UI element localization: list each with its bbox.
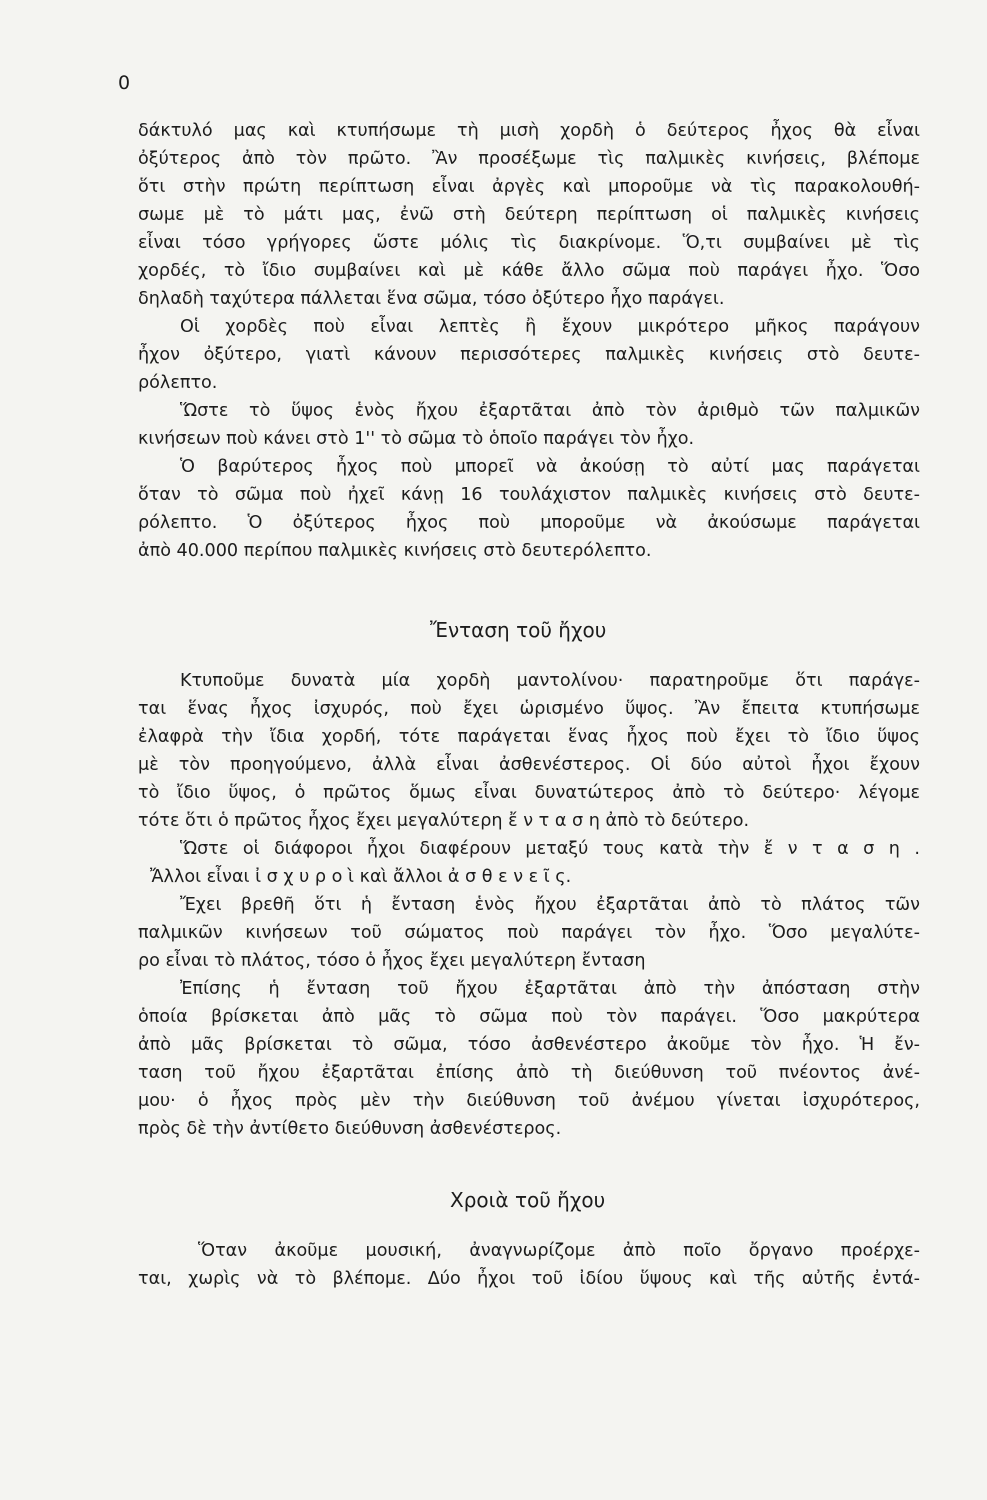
text-line: Ὁ βαρύτερος ἦχος ποὺ μπορεῖ νὰ ἀκούσῃ τὸ αὐτί μας παράγεται: [180, 457, 920, 477]
text-line: Ἄλλοι εἶναι ἰ σ χ υ ρ ο ὶ καὶ ἄλλοι ἀ σ θ ε ν ε ῖ ς.: [150, 867, 572, 887]
text-line: ται, χωρὶς νὰ τὸ βλέπομε. Δύο ἦχοι τοῦ ἰδίου ὕψους καὶ τῆς αὐτῆς ἐντά-: [138, 1269, 920, 1289]
section-heading-intensity: Ἔνταση τοῦ ἤχου: [430, 618, 607, 642]
text-line: Ἐπίσης ἡ ἔνταση τοῦ ἤχου ἐξαρτᾶται ἀπὸ τὴν ἀπόσταση στὴν: [180, 979, 920, 999]
text-line: Ὥστε οἱ διάφοροι ἦχοι διαφέρουν μεταξύ τους κατὰ τὴν ἔ ν τ α σ η .: [180, 839, 920, 859]
text-line: Οἱ χορδὲς ποὺ εἶναι λεπτὲς ἢ ἔχουν μικρότερο μῆκος παράγουν: [180, 317, 920, 337]
text-line: πρὸς δὲ τὴν ἀντίθετο διεύθυνση ἀσθενέστερος.: [138, 1119, 562, 1139]
text-line: ὅτι στὴν πρώτη περίπτωση εἶναι ἀργὲς καὶ μποροῦμε νὰ τὶς παρακολουθή-: [138, 177, 920, 197]
text-line: ὅταν τὸ σῶμα ποὺ ἠχεῖ κάνῃ 16 τουλάχιστον παλμικὲς κινήσεις στὸ δευτε-: [138, 485, 920, 505]
text-line: δάκτυλό μας καὶ κτυπήσωμε τὴ μισὴ χορδὴ ὁ δεύτερος ἦχος θὰ εἶναι: [138, 121, 920, 141]
text-line: χορδές, τὸ ἴδιο συμβαίνει καὶ μὲ κάθε ἄλλο σῶμα ποὺ παράγει ἦχο. Ὅσο: [138, 261, 920, 281]
text-line: ὀξύτερος ἀπὸ τὸν πρῶτο. Ἂν προσέξωμε τὶς παλμικὲς κινήσεις, βλέπομε: [138, 149, 920, 169]
text-line: τότε ὅτι ὁ πρῶτος ἦχος ἔχει μεγαλύτερη ἔ ν τ α σ η ἀπὸ τὸ δεύτερο.: [138, 811, 750, 831]
page-number: 0: [118, 72, 131, 94]
text-line: ὁποία βρίσκεται ἀπὸ μᾶς τὸ σῶμα ποὺ τὸν παράγει. Ὅσο μακρύτερα: [138, 1007, 920, 1027]
text-line: Ὥστε τὸ ὕψος ἑνὸς ἤχου ἐξαρτᾶται ἀπὸ τὸν ἀριθμὸ τῶν παλμικῶν: [180, 401, 920, 421]
section-heading-timbre: Χροιὰ τοῦ ἤχου: [450, 1188, 606, 1212]
text-line: Ἔχει βρεθῆ ὅτι ἡ ἔνταση ἑνὸς ἤχου ἐξαρτᾶται ἀπὸ τὸ πλάτος τῶν: [180, 895, 920, 915]
text-line: ἐλαφρὰ τὴν ἴδια χορδή, τότε παράγεται ἕνας ἦχος ποὺ ἔχει τὸ ἴδιο ὕψος: [138, 727, 920, 747]
text-line: εἶναι τόσο γρήγορες ὥστε μόλις τὶς διακρίνομε. Ὅ,τι συμβαίνει μὲ τὶς: [138, 233, 920, 253]
text-line: ται ἕνας ἦχος ἰσχυρός, ποὺ ἔχει ὡρισμένο ὕψος. Ἂν ἔπειτα κτυπήσωμε: [138, 699, 920, 719]
text-line: ρόλεπτο.: [138, 373, 218, 393]
text-line: μὲ τὸν προηγούμενο, ἀλλὰ εἶναι ἀσθενέστερος. Οἱ δύο αὐτοὶ ἦχοι ἔχουν: [138, 755, 920, 775]
text-line: ταση τοῦ ἤχου ἐξαρτᾶται ἐπίσης ἀπὸ τὴ διεύθυνση τοῦ πνέοντος ἀνέ-: [138, 1063, 920, 1083]
text-line: ἀπὸ 40.000 περίπου παλμικὲς κινήσεις στὸ δευτερόλεπτο.: [138, 541, 652, 561]
text-line: ρόλεπτο. Ὁ ὀξύτερος ἦχος ποὺ μποροῦμε νὰ ἀκούσωμε παράγεται: [138, 513, 920, 533]
text-line: τὸ ἴδιο ὕψος, ὁ πρῶτος ὅμως εἶναι δυνατώτερος ἀπὸ τὸ δεύτερο· λέγομε: [138, 783, 920, 803]
text-line: μου· ὁ ἦχος πρὸς μὲν τὴν διεύθυνση τοῦ ἀνέμου γίνεται ἰσχυρότερος,: [138, 1091, 920, 1111]
text-line: ἀπὸ μᾶς βρίσκεται τὸ σῶμα, τόσο ἀσθενέστερο ἀκοῦμε τὸν ἦχο. Ἡ ἔν-: [138, 1035, 920, 1055]
text-line: παλμικῶν κινήσεων τοῦ σώματος ποὺ παράγει τὸν ἦχο. Ὅσο μεγαλύτε-: [138, 923, 920, 943]
text-line: σωμε μὲ τὸ μάτι μας, ἐνῶ στὴ δεύτερη περίπτωση οἱ παλμικὲς κινήσεις: [138, 205, 920, 225]
text-line: κινήσεων ποὺ κάνει στὸ 1'' τὸ σῶμα τὸ ὁποῖο παράγει τὸν ἦχο.: [138, 429, 695, 449]
text-line: Ὅταν ἀκοῦμε μουσική, ἀναγνωρίζομε ἀπὸ ποῖο ὄργανο προέρχε-: [198, 1241, 920, 1261]
text-line: δηλαδὴ ταχύτερα πάλλεται ἕνα σῶμα, τόσο ὀξύτερο ἦχο παράγει.: [138, 289, 725, 309]
text-line: ρο εἶναι τὸ πλάτος, τόσο ὁ ἦχος ἔχει μεγαλύτερη ἔνταση: [138, 951, 646, 971]
text-line: ἦχον ὀξύτερο, γιατὶ κάνουν περισσότερες παλμικὲς κινήσεις στὸ δευτε-: [138, 345, 920, 365]
text-line: Κτυποῦμε δυνατὰ μία χορδὴ μαντολίνου· παρατηροῦμε ὅτι παράγε-: [180, 671, 920, 691]
